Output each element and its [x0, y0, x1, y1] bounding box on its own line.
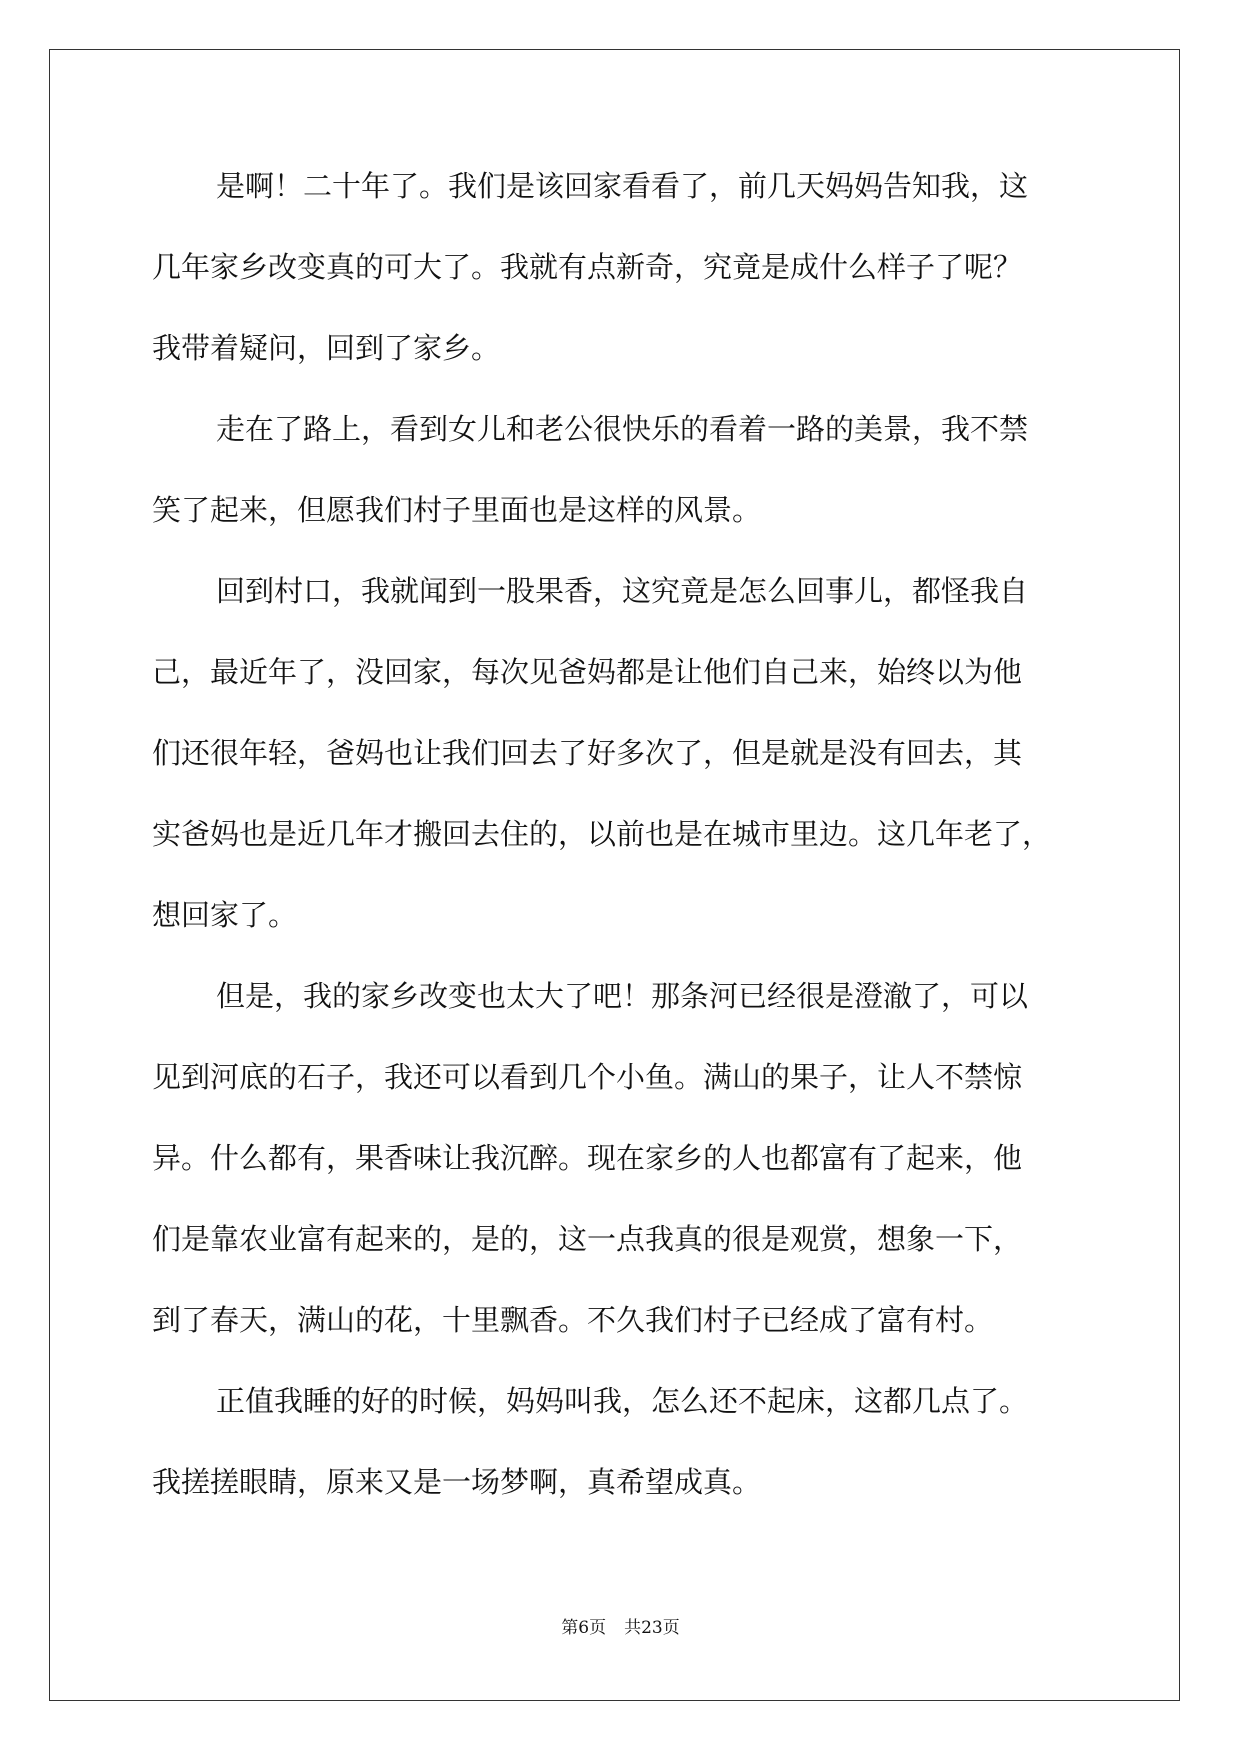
paragraph-4-line-1: 但是，我的家乡改变也太大了吧！那条河已经很是澄澈了，可以 [216, 979, 1029, 1013]
paragraph-3-line-3: 们还很年轻，爸妈也让我们回去了好多次了，但是就是没有回去，其 [152, 736, 1023, 770]
page-border [49, 49, 1180, 1701]
paragraph-3-line-5: 想回家了。 [152, 898, 298, 932]
paragraph-1-line-3: 我带着疑问，回到了家乡。 [152, 331, 501, 365]
paragraph-3-line-1: 回到村口，我就闻到一股果香，这究竟是怎么回事儿，都怪我自 [216, 574, 1029, 608]
paragraph-1-line-2: 几年家乡改变真的可大了。我就有点新奇，究竟是成什么样子了呢？ [152, 250, 1023, 284]
page-footer [0, 1617, 1241, 1639]
paragraph-2-line-1: 走在了路上，看到女儿和老公很快乐的看着一路的美景，我不禁 [216, 412, 1029, 446]
paragraph-5-line-1: 正值我睡的好的时候，妈妈叫我，怎么还不起床，这都几点了。 [216, 1384, 1029, 1418]
paragraph-5-line-2: 我搓搓眼睛，原来又是一场梦啊，真希望成真。 [152, 1465, 762, 1499]
page-number-total: 共23页 [624, 1618, 680, 1638]
paragraph-3-line-2: 己，最近年了，没回家，每次见爸妈都是让他们自己来，始终以为他 [152, 655, 1023, 689]
paragraph-2-line-2: 笑了起来，但愿我们村子里面也是这样的风景。 [152, 493, 762, 527]
paragraph-3-line-4: 实爸妈也是近几年才搬回去住的，以前也是在城市里边。这几年老了， [152, 817, 1052, 851]
paragraph-4-line-4: 们是靠农业富有起来的，是的，这一点我真的很是观赏，想象一下， [152, 1222, 1023, 1256]
page-number-current: 第6页 [561, 1618, 607, 1638]
paragraph-4-line-2: 见到河底的石子，我还可以看到几个小鱼。满山的果子，让人不禁惊 [152, 1060, 1023, 1094]
paragraph-4-line-3: 异。什么都有，果香味让我沉醉。现在家乡的人也都富有了起来，他 [152, 1141, 1023, 1175]
paragraph-1-line-1: 是啊！二十年了。我们是该回家看看了，前几天妈妈告知我，这 [216, 169, 1029, 203]
paragraph-4-line-5: 到了春天，满山的花，十里飘香。不久我们村子已经成了富有村。 [152, 1303, 994, 1337]
